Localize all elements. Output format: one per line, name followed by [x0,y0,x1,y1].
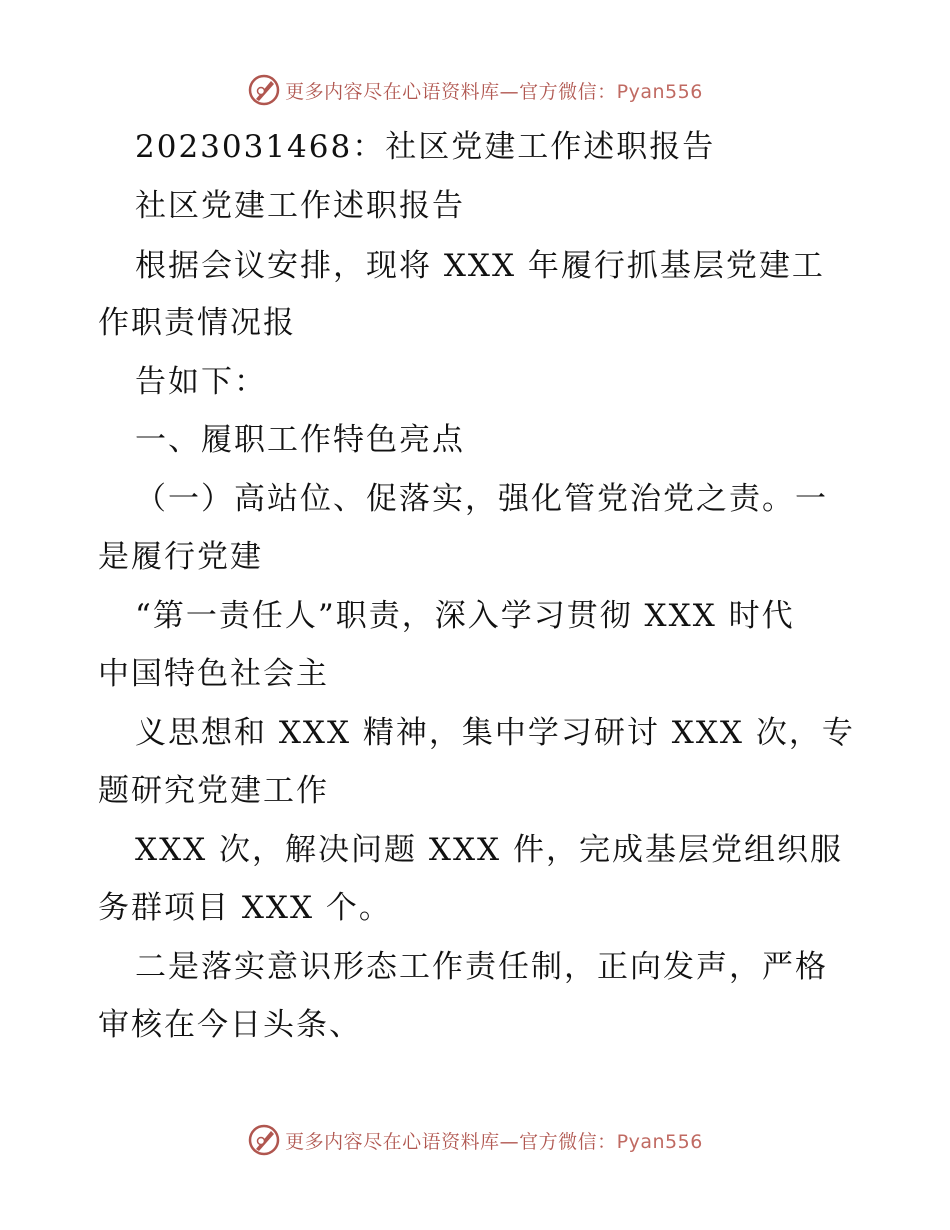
doc-line: 题研究党建工作 [98,773,329,809]
doc-line-title-code: 2023031468：社区党建工作述职报告 [135,129,716,165]
doc-line: 义思想和 XXX 精神，集中学习研讨 XXX 次，专 [135,715,855,751]
doc-line: 是履行党建 [98,539,263,575]
watermark-wechat-id: Pyan556 [616,80,703,103]
doc-line: 中国特色社会主 [98,656,329,692]
doc-line-title: 社区党建工作述职报告 [135,188,465,224]
doc-line: 二是落实意识形态工作责任制，正向发声，严格 [135,949,828,985]
doc-line-section-heading: 一、履职工作特色亮点 [135,422,465,458]
doc-line: 审核在今日头条、 [98,1007,362,1043]
footer-watermark [0,1120,950,1160]
watermark-text: 更多内容尽在心语资料库—官方微信： [285,1130,617,1153]
doc-line: 告如下： [135,364,267,400]
quill-logo-icon [247,1123,281,1157]
doc-line: 务群项目 XXX 个。 [98,890,392,926]
doc-line: 作职责情况报 [98,305,296,341]
header-watermark [0,70,950,110]
doc-line: XXX 次，解决问题 XXX 件，完成基层党组织服 [135,832,843,868]
watermark-wechat-id: Pyan556 [616,1130,703,1153]
quill-logo-icon [247,73,281,107]
doc-line: 根据会议安排，现将 XXX 年履行抓基层党建工 [135,248,825,284]
doc-line-subheading: （一）高站位、促落实，强化管党治党之责。一 [135,481,828,517]
watermark-text: 更多内容尽在心语资料库—官方微信： [285,80,617,103]
doc-line: “第一责任人”职责，深入学习贯彻 XXX 时代 [135,598,795,634]
